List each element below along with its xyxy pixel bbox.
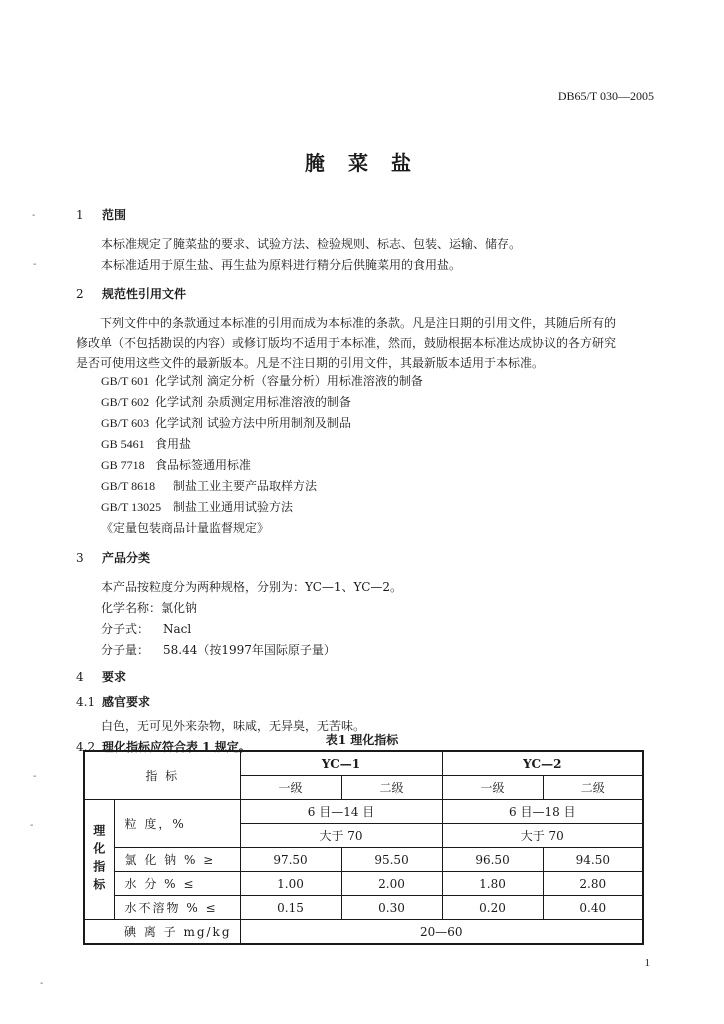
table-cell: 0.40 — [543, 896, 643, 920]
table-row-label: 氯 化 钠 % ≥ — [114, 848, 240, 872]
table-cell: 20—60 — [240, 920, 643, 945]
table-row-label: 粒 度，% — [114, 800, 240, 848]
table-row-label: 碘 离 子 mg/kg — [114, 920, 240, 945]
section-4-heading — [76, 668, 126, 685]
section-title: 产品分类 — [102, 551, 151, 565]
reference-name: 化学试剂 杂质测定用标准溶液的制备 — [155, 395, 351, 409]
table-cell: 95.50 — [341, 848, 442, 872]
reference-code: GB/T 603 — [101, 416, 150, 430]
table-cell: 0.20 — [442, 896, 543, 920]
table-cell: 2.00 — [341, 872, 442, 896]
section-number: 4.1 — [76, 695, 96, 709]
reference-name: 食用盐 — [155, 437, 192, 451]
physicochemical-table — [83, 750, 644, 945]
table-side-label: 理化指标 — [84, 800, 114, 920]
references-intro — [76, 313, 656, 373]
scope-paragraph-1: 本标准规定了腌菜盐的要求、试验方法、检验规则、标志、包装、运输、储存。 — [101, 237, 522, 251]
reference-name: 食品标签通用标准 — [155, 458, 252, 472]
section-number: 4.2 — [76, 740, 96, 754]
reference-item — [101, 393, 351, 410]
section-title: 要求 — [102, 670, 127, 684]
table-cell: 大于 70 — [240, 824, 442, 848]
molecular-formula — [101, 620, 191, 637]
section-number: 1 — [76, 208, 84, 222]
section-title: 规范性引用文件 — [102, 287, 187, 301]
margin-mark: - — [33, 259, 37, 270]
reference-item — [101, 435, 191, 452]
molecular-formula-label: 分子式： — [101, 622, 150, 636]
section-number: 3 — [76, 551, 84, 565]
reference-item — [101, 498, 293, 515]
references-intro-line: 修改单（不包括勘误的内容）或修订版均不适用于本标准，然而，鼓励根据本标准达成协议的各方研究 — [76, 336, 617, 350]
table-header-grade: 二级 — [543, 776, 643, 800]
chemical-name — [101, 599, 197, 616]
reference-code: GB 5461 — [101, 437, 145, 451]
section-number: 4 — [76, 670, 84, 684]
margin-mark: - — [30, 820, 34, 831]
table-header-grade: 一级 — [442, 776, 543, 800]
table-header-index: 指 标 — [84, 751, 240, 800]
scope-paragraph-2: 本标准适用于原生盐、再生盐为原料进行精分后供腌菜用的食用盐。 — [101, 258, 462, 272]
reference-name: 化学试剂 试验方法中所用制剂及制品 — [155, 416, 351, 430]
section-1-heading — [76, 206, 126, 223]
reference-code: GB/T 602 — [101, 395, 150, 409]
table-caption: 表1 理化指标 — [325, 733, 399, 747]
table-cell: 94.50 — [543, 848, 643, 872]
margin-mark: - — [33, 771, 37, 782]
molecular-weight-label: 分子量： — [101, 643, 150, 657]
references-intro-line: 是否可使用这些文件的最新版本。凡是不注日期的引用文件，其最新版本适用于本标准。 — [76, 356, 545, 370]
margin-mark: - — [32, 210, 36, 221]
reference-regulation: 《定量包装商品计量监督规定》 — [101, 521, 270, 535]
document-title: 腌 菜 盐 — [305, 151, 419, 175]
table-row — [84, 872, 643, 896]
table-row — [84, 800, 643, 824]
section-3-heading — [76, 549, 150, 566]
section-number: 2 — [76, 287, 84, 301]
table-cell: 6 目—14 目 — [240, 800, 442, 824]
reference-code: GB 7718 — [101, 458, 145, 472]
table-cell: 1.00 — [240, 872, 341, 896]
table-row — [84, 920, 643, 945]
table-header-yc2: YC—2 — [442, 751, 643, 776]
reference-name: 制盐工业通用试验方法 — [173, 500, 294, 514]
sensory-requirement: 白色，无可见外来杂物，味咸，无异臭，无苦味。 — [101, 719, 366, 733]
table-cell-empty — [84, 920, 114, 945]
table-cell: 0.15 — [240, 896, 341, 920]
section-title: 理化指标应符合表 1 规定。 — [102, 740, 251, 754]
section-title: 范围 — [102, 208, 127, 222]
table-cell: 2.80 — [543, 872, 643, 896]
reference-item — [101, 414, 351, 431]
table-cell: 1.80 — [442, 872, 543, 896]
section-4-1-heading — [76, 693, 150, 710]
section-2-heading — [76, 285, 186, 302]
molecular-weight — [101, 641, 336, 658]
table-row-label: 水不溶物 % ≤ — [114, 896, 240, 920]
table-cell: 0.30 — [341, 896, 442, 920]
chemical-name-value: 氯化钠 — [161, 601, 198, 615]
table-cell: 97.50 — [240, 848, 341, 872]
chemical-name-label: 化学名称： — [101, 601, 162, 615]
page-number: 1 — [644, 957, 650, 969]
reference-item — [101, 477, 317, 494]
standard-code: DB65/T 030—2005 — [557, 89, 654, 103]
reference-name: 制盐工业主要产品取样方法 — [173, 479, 318, 493]
reference-name: 化学试剂 滴定分析（容量分析）用标准溶液的制备 — [155, 374, 423, 388]
table-cell: 96.50 — [442, 848, 543, 872]
table-row — [84, 848, 643, 872]
molecular-weight-value: 58.44（按1997年国际原子量） — [163, 643, 336, 657]
table-header-yc1: YC—1 — [240, 751, 442, 776]
section-title: 感官要求 — [102, 695, 151, 709]
table-row-label: 水 分 % ≤ — [114, 872, 240, 896]
margin-mark: - — [40, 978, 44, 989]
table-row — [84, 896, 643, 920]
reference-code: GB/T 8618 — [101, 479, 156, 493]
reference-item — [101, 456, 251, 473]
table-cell: 6 目—18 目 — [442, 800, 643, 824]
table-row — [84, 751, 643, 776]
table-header-grade: 二级 — [341, 776, 442, 800]
reference-item — [101, 372, 423, 389]
classification-paragraph: 本产品按粒度分为两种规格，分别为：YC—1、YC—2。 — [101, 580, 403, 594]
molecular-formula-value: Nacl — [163, 622, 192, 636]
references-intro-line: 下列文件中的条款通过本标准的引用而成为本标准的条款。凡是注日期的引用文件，其随后所有的 — [100, 316, 617, 330]
table-cell: 大于 70 — [442, 824, 643, 848]
reference-code: GB/T 601 — [101, 374, 150, 388]
table-header-grade: 一级 — [240, 776, 341, 800]
reference-code: GB/T 13025 — [101, 500, 162, 514]
